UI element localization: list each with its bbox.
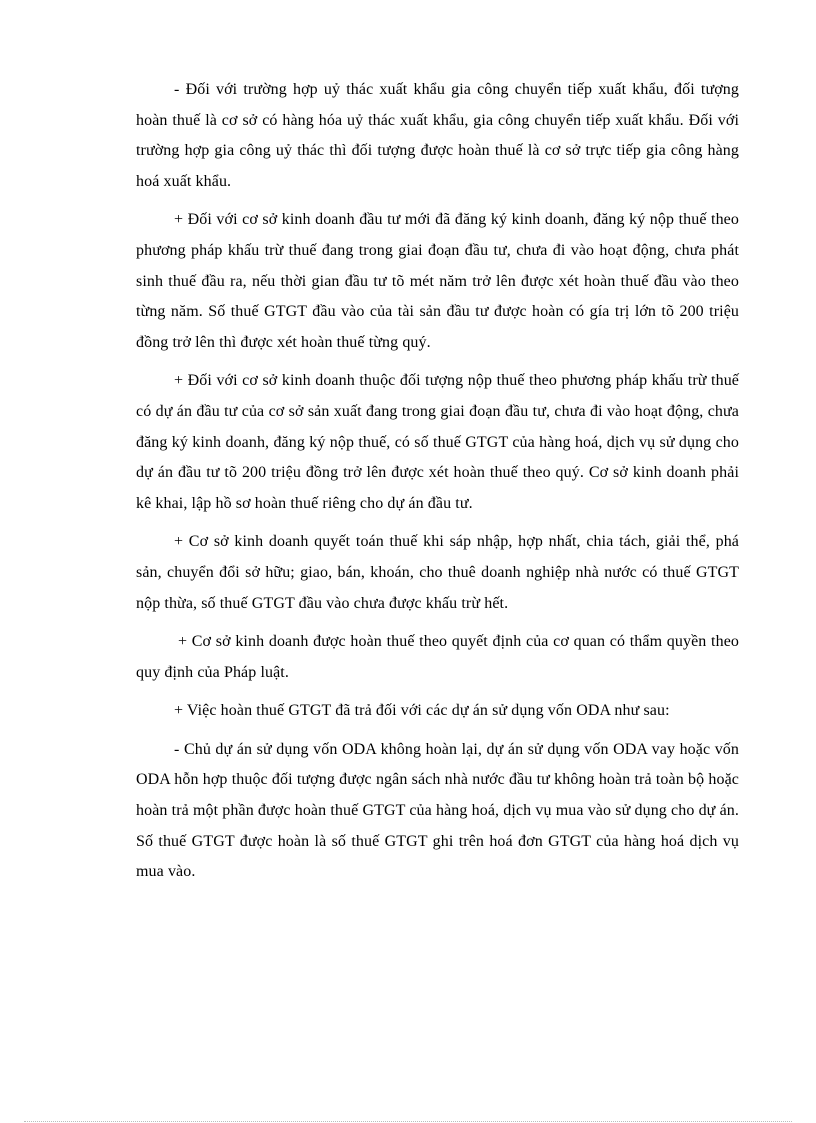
paragraph-export-entrustment: - Đối với trường hợp uỷ thác xuất khẩu gia công chuyển tiếp xuất khẩu, đối tượng hoàn thuế là cơ sở có hàng hóa uỷ thác xuất khẩu, gia công chuyển tiếp xuất khẩu. Đối với trường hợp gia công uỷ thác thì đối tượng được hoàn thuế là cơ sở trực tiếp gia công hàng hoá xuất khẩu. bbox=[136, 81, 739, 190]
paragraph-tax-settlement: + Cơ sở kinh doanh quyết toán thuế khi sáp nhập, hợp nhất, chia tách, giải thể, phá sản, chuyển đổi sở hữu; giao, bán, khoán, cho thuê doanh nghiệp nhà nước có thuế GTGT nộp thừa, số thuế GTGT đầu vào chưa được khấu trừ hết. bbox=[136, 533, 739, 612]
document-body bbox=[136, 75, 739, 896]
paragraph-authority-decision: + Cơ sở kinh doanh được hoàn thuế theo quyết định của cơ quan có thẩm quyền theo quy định của Pháp luật. bbox=[136, 633, 739, 681]
paragraph-oda-detail: - Chủ dự án sử dụng vốn ODA không hoàn lại, dự án sử dụng vốn ODA vay hoặc vốn ODA hỗn hợp thuộc đối tượng được ngân sách nhà nước đầu tư không hoàn trả toàn bộ hoặc hoàn trả một phần được hoàn thuế GTGT của hàng hoá, dịch vụ mua vào sử dụng cho dự án. Số thuế GTGT được hoàn là số thuế GTGT ghi trên hoá đơn GTGT của hàng hoá dịch vụ mua vào. bbox=[136, 740, 739, 881]
paragraph-new-investment: + Đối với cơ sở kinh doanh đầu tư mới đã đăng ký kinh doanh, đăng ký nộp thuế theo phương pháp khấu trừ thuế đang trong giai đoạn đầu tư, chưa đi vào hoạt động, chưa phát sinh thuế đầu ra, nếu thời gian đầu tư tõ mét năm trở lên được xét hoàn thuế đầu vào theo từng năm. Số thuế GTGT đầu vào của tài sản đầu tư được hoàn có gía trị lớn tõ 200 triệu đồng trở lên thì được xét hoàn thuế từng quý. bbox=[136, 211, 739, 351]
page-bottom-rule bbox=[24, 1121, 792, 1122]
paragraph-oda-intro: + Việc hoàn thuế GTGT đã trả đối với các dự án sử dụng vốn ODA như sau: bbox=[174, 702, 670, 720]
paragraph-investment-project: + Đối với cơ sở kinh doanh thuộc đối tượng nộp thuế theo phương pháp khấu trừ thuế có dự án đầu tư của cơ sở sản xuất đang trong giai đoạn đầu tư, chưa đi vào hoạt động, chưa đăng ký kinh doanh, đăng ký nộp thuế, có số thuế GTGT của hàng hoá, dịch vụ sử dụng cho dự án đầu tư tõ 200 triệu đồng trở lên được xét hoàn thuế theo quý. Cơ sở kinh doanh phải kê khai, lập hồ sơ hoàn thuế riêng cho dự án đầu tư. bbox=[136, 372, 739, 512]
